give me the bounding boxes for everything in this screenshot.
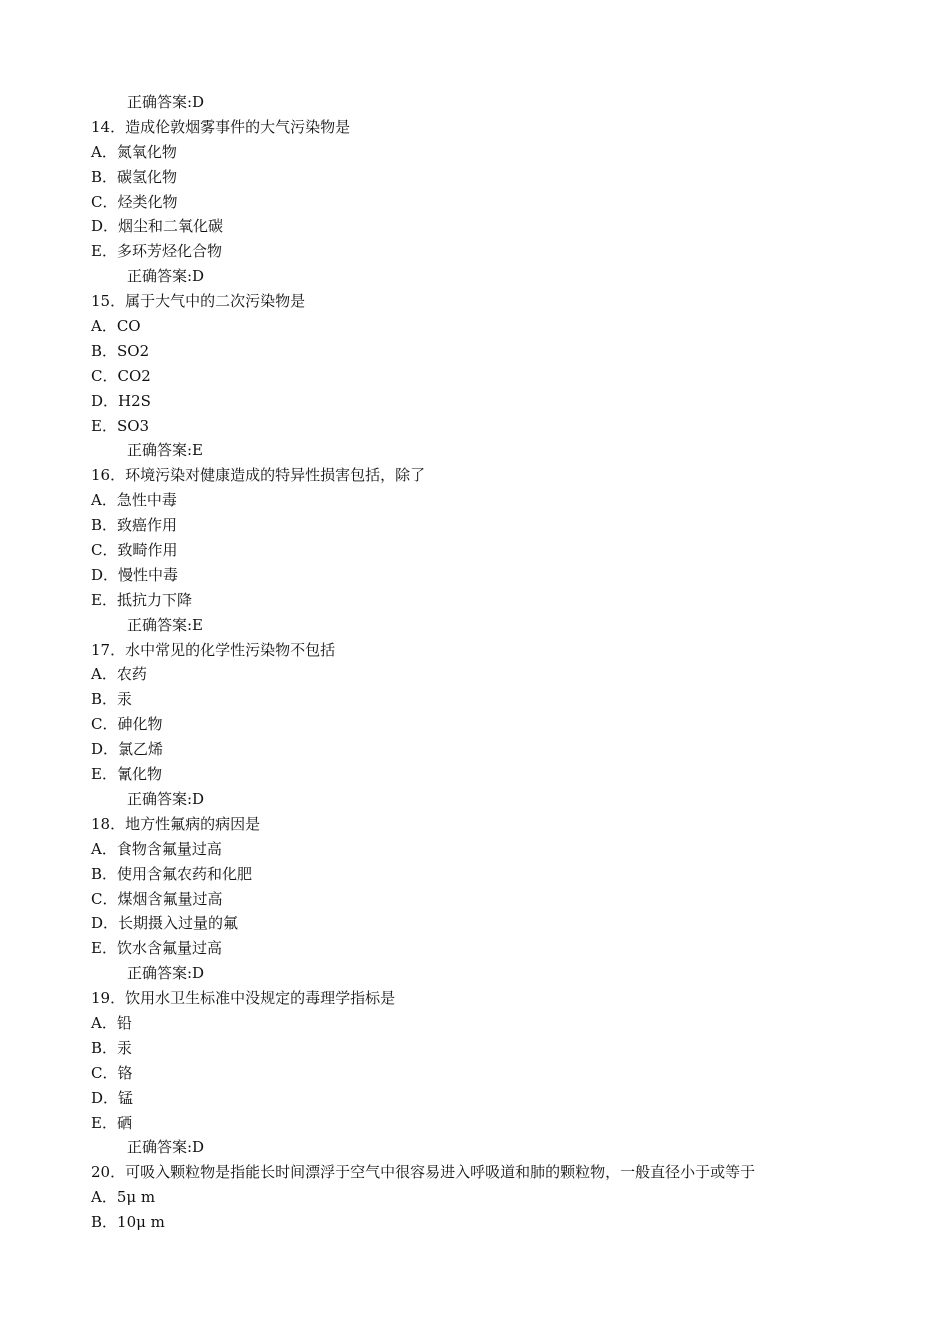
option-line: D．慢性中毒 (91, 565, 179, 584)
option-line: A．CO (91, 317, 141, 336)
option-line: E．抵抗力下降 (91, 590, 192, 609)
option-line: C．CO2 (91, 366, 151, 385)
question-text: 19．饮用水卫生标准中没规定的毒理学指标是 (91, 989, 396, 1008)
option-line: D．锰 (91, 1088, 134, 1107)
answer-line: 正确答案:E (127, 615, 204, 634)
option-line: C．烃类化物 (91, 192, 178, 211)
option-line: E．硒 (91, 1113, 132, 1132)
question-text: 20．可吸入颗粒物是指能长时间漂浮于空气中很容易进入呼吸道和肺的颗粒物，一般直径小于或等于 (91, 1163, 756, 1182)
option-line: E．氰化物 (91, 765, 162, 784)
option-line: E．SO3 (91, 416, 150, 435)
option-line: B．致癌作用 (91, 516, 178, 535)
option-line: C．砷化物 (91, 715, 163, 734)
answer-line: 正确答案:D (127, 93, 205, 111)
answer-line: 正确答案:D (127, 789, 205, 808)
option-line: B．碳氢化物 (91, 167, 178, 186)
option-line: B．SO2 (91, 341, 150, 360)
question-text: 18．地方性氟病的病因是 (91, 814, 261, 833)
answer-line: 正确答案:D (127, 267, 205, 286)
option-line: A．铅 (91, 1013, 132, 1032)
option-line: C．致畸作用 (91, 541, 178, 560)
option-line: A．食物含氟量过高 (91, 839, 222, 858)
option-line: B．使用含氟农药和化肥 (91, 864, 253, 883)
answer-line: 正确答案:D (127, 964, 205, 983)
question-text: 14．造成伦敦烟雾事件的大气污染物是 (91, 117, 351, 136)
option-line: A．农药 (91, 665, 147, 684)
option-line: B．10μ m (91, 1213, 165, 1232)
option-line: D．烟尘和二氧化碳 (91, 217, 224, 236)
answer-line: 正确答案:E (127, 441, 204, 460)
option-line: A．5μ m (91, 1188, 156, 1207)
option-line: A．氮氧化物 (91, 142, 177, 161)
option-line: B．汞 (91, 1038, 133, 1057)
option-line: A．急性中毒 (91, 491, 177, 510)
question-list (0, 90, 950, 1235)
option-line: D．长期摄入过量的氟 (91, 914, 239, 933)
option-line: C．煤烟含氟量过高 (91, 889, 223, 908)
option-line: D．H2S (91, 391, 151, 410)
question-text: 17．水中常见的化学性污染物不包括 (91, 640, 336, 659)
option-line: D．氯乙烯 (91, 740, 164, 759)
question-text: 15．属于大气中的二次污染物是 (91, 292, 306, 311)
option-line: E．饮水含氟量过高 (91, 939, 222, 958)
question-text: 16．环境污染对健康造成的特异性损害包括，除了 (91, 466, 426, 485)
option-line: B．汞 (91, 690, 133, 709)
option-line: C．铬 (91, 1063, 133, 1082)
answer-line: 正确答案:D (127, 1138, 205, 1157)
option-line: E．多环芳烃化合物 (91, 242, 222, 261)
